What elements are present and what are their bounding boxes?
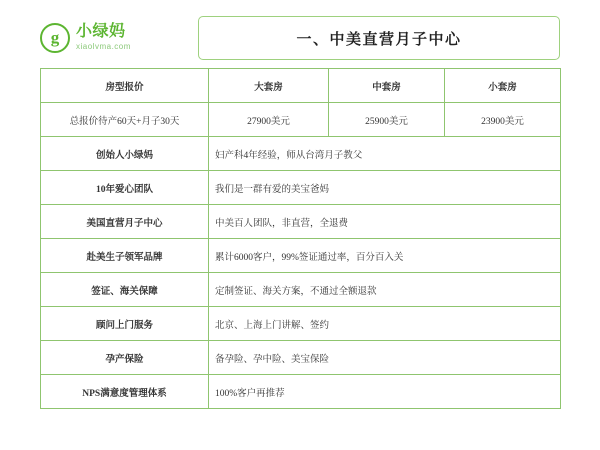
page-title-box [198, 16, 560, 60]
table-row [41, 205, 561, 239]
table-row-price [41, 103, 561, 137]
comparison-table [40, 68, 561, 409]
table-row [41, 273, 561, 307]
feature-label: 赴美生子领军品牌 [41, 239, 209, 273]
feature-label: NPS满意度管理体系 [41, 375, 209, 409]
logo-text-block [76, 24, 131, 51]
table-header-row [41, 69, 561, 103]
brand-logo [40, 23, 190, 53]
table-row [41, 137, 561, 171]
table-header-cell-3: 小套房 [445, 69, 561, 103]
table-row [41, 307, 561, 341]
logo-domain: xiaolvma.com [76, 42, 131, 52]
price-row-label: 总报价待产60天+月子30天 [41, 103, 209, 137]
table-header-cell-2: 中套房 [329, 69, 445, 103]
page-title: 一、中美直营月子中心 [296, 31, 462, 48]
table-header-cell-0: 房型报价 [41, 69, 209, 103]
feature-description: 我们是一群有爱的美宝爸妈 [209, 171, 561, 205]
logo-chinese-name: 小绿妈 [76, 23, 126, 41]
feature-label: 孕产保险 [41, 341, 209, 375]
feature-label: 顾问上门服务 [41, 307, 209, 341]
feature-description: 累计6000客户，99%签证通过率，百分百入关 [209, 239, 561, 273]
table-row [41, 171, 561, 205]
feature-label: 10年爱心团队 [41, 171, 209, 205]
comparison-table-wrapper [40, 68, 560, 409]
feature-description: 100%客户再推荐 [209, 375, 561, 409]
table-row [41, 239, 561, 273]
table-row [41, 341, 561, 375]
price-large-suite: 27900美元 [209, 103, 329, 137]
feature-label: 签证、海关保障 [41, 273, 209, 307]
price-small-suite: 23900美元 [445, 103, 561, 137]
price-medium-suite: 25900美元 [329, 103, 445, 137]
table-header-cell-1: 大套房 [209, 69, 329, 103]
feature-description: 备孕险、孕中险、美宝保险 [209, 341, 561, 375]
feature-description: 北京、上海上门讲解、签约 [209, 307, 561, 341]
feature-description: 妇产科4年经验，师从台湾月子教父 [209, 137, 561, 171]
feature-description: 中美百人团队，非直营，全退费 [209, 205, 561, 239]
feature-description: 定制签证、海关方案，不通过全额退款 [209, 273, 561, 307]
page-header [40, 16, 560, 60]
feature-label: 美国直营月子中心 [41, 205, 209, 239]
logo-circle-icon: g [40, 23, 70, 53]
feature-label: 创始人小绿妈 [41, 137, 209, 171]
table-row [41, 375, 561, 409]
